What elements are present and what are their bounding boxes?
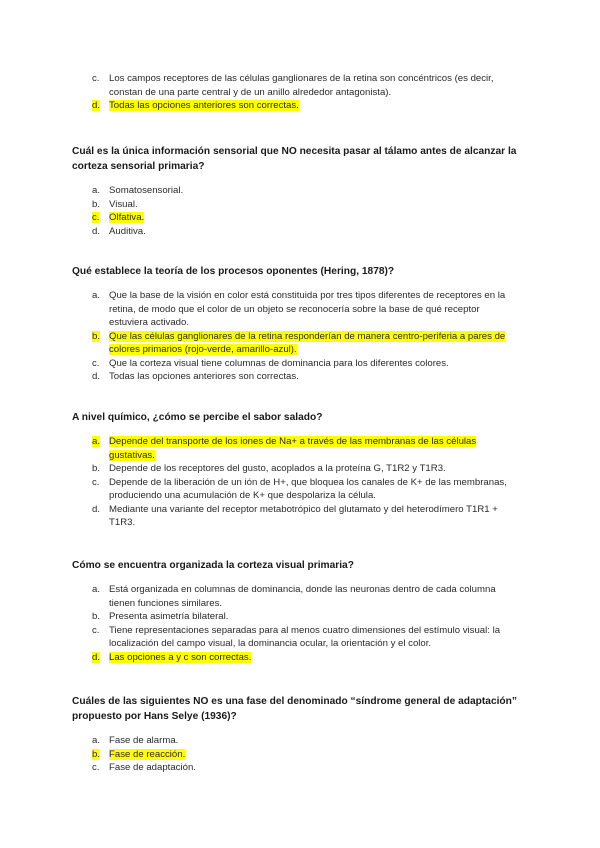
answer-option [72,583,528,610]
option-letter: a. [92,290,101,301]
answer-option [72,330,528,357]
option-text-line: localización del campo visual, la dominancia ocular, la orientación y el color. [109,638,432,649]
option-letter: b. [92,330,101,342]
option-letter: d. [92,225,101,237]
question-block [72,694,528,775]
option-letter: c. [92,212,100,223]
option-text-line: Presenta asimetría bilateral. [109,611,229,622]
question-text: Cómo se encuentra organizada la corteza visual primaria? [72,560,354,571]
option-text-line: Todas las opciones anteriores son correctas. [109,100,299,111]
option-letter: d. [92,100,101,111]
option-letter: a. [92,185,101,196]
option-text-line: Tiene representaciones separadas para al menos cuatro dimensiones del estímulo visual: la [109,624,501,636]
option-text-line: T1R3. [109,517,136,528]
option-text-line: Todas las opciones anteriores son correctas. [109,371,299,382]
answer-option [72,184,528,198]
answer-option [72,748,528,762]
question-text: Qué establece la teoría de los procesos oponentes (Hering, 1878)? [72,266,395,277]
option-text-line: Las opciones a y c son correctas. [109,651,252,663]
option-text-line: Fase de alarma. [109,735,179,746]
answer-option [72,651,528,665]
option-text-line: Está organizada en columnas de dominancia, donde las neuronas dentro de cada columna [109,584,496,595]
option-letter: d. [92,503,101,515]
answer-option [72,370,528,384]
option-text-line: estuviera activado. [109,317,189,328]
question-text: A nivel químico, ¿cómo se percibe el sabor salado? [72,412,323,423]
option-text-line: Los campos receptores de las células ganglionares de la retina son concéntricos (es decir, [109,73,494,84]
option-text-line: constan de una parte central y de un anillo alrededor antagonista). [109,86,392,98]
option-text-line: tienen funciones similares. [109,597,223,609]
option-text-line: Depende de los receptores del gusto, acoplados a la proteína G, T1R2 y T1R3. [109,463,446,474]
option-text-line: Depende de la liberación de un ión de H+, que bloquea los canales de K+ de las membranas, [109,476,507,488]
option-text-line: Somatosensorial. [109,185,184,196]
option-letter: d. [92,371,101,382]
option-text-line: Fase de adaptación. [109,762,196,773]
question-block [72,72,528,113]
option-text-line: Fase de reacción. [109,748,186,760]
option-letter: b. [92,463,101,474]
option-letter: a. [92,436,101,447]
option-text-line: Olfativa. [109,212,145,223]
answer-option [72,289,528,330]
answer-option [72,761,528,775]
option-letter: c. [92,762,100,773]
option-letter: c. [92,357,100,369]
question-block [72,558,528,664]
option-text-line: Visual. [109,198,138,210]
option-letter: a. [92,735,101,746]
option-text-line: Que la corteza visual tiene columnas de dominancia para los diferentes colores. [109,357,449,369]
option-text-line: Que las células ganglionares de la retina responderían de manera centro-periferia a pares de [109,330,506,342]
option-letter: b. [92,611,101,622]
option-letter: c. [92,73,100,84]
option-letter: c. [92,476,100,488]
answer-option [72,624,528,651]
answer-option [72,225,528,239]
option-text-line: Depende del transporte de los iones de Na+ a través de las membranas de las células [109,436,477,447]
option-letter: a. [92,584,101,595]
option-text-line: Que la base de la visión en color está constituida por tres tipos diferentes de receptores en la [109,290,506,301]
question-text: Cuáles de las siguientes NO es una fase del denominado “síndrome general de adaptación” propuesto por Hans Selye (1936)? [72,696,517,722]
answer-option [72,476,528,503]
option-text-line: produciendo una acumulación de K+ que despolariza la célula. [109,490,376,501]
answer-option [72,734,528,748]
question-block [72,264,528,384]
option-text-line: Mediante una variante del receptor metabotrópico del glutamato y del heterodímero T1R1 + [109,503,498,515]
option-text-line: gustativas. [109,449,155,461]
answer-option [72,503,528,530]
option-text-line: retina, de modo que el color de un objeto se reconocería sobre la base de qué receptor [109,303,480,315]
question-text: Cuál es la única información sensorial que NO necesita pasar al tálamo antes de alcanzar la corteza sensorial primaria? [72,146,517,172]
option-text-line: colores primarios (rojo-verde, amarillo-azul). [109,344,297,355]
answer-option [72,211,528,225]
answer-option [72,357,528,371]
option-letter: b. [92,748,101,760]
answer-option [72,462,528,476]
option-text-line: Auditiva. [109,225,146,237]
answer-option [72,99,528,113]
option-letter: d. [92,651,101,663]
question-block [72,410,528,530]
answer-option [72,198,528,212]
option-letter: c. [92,624,100,636]
option-letter: b. [92,198,101,210]
answer-option [72,610,528,624]
answer-option [72,435,528,462]
question-block [72,144,528,238]
answer-option [72,72,528,99]
